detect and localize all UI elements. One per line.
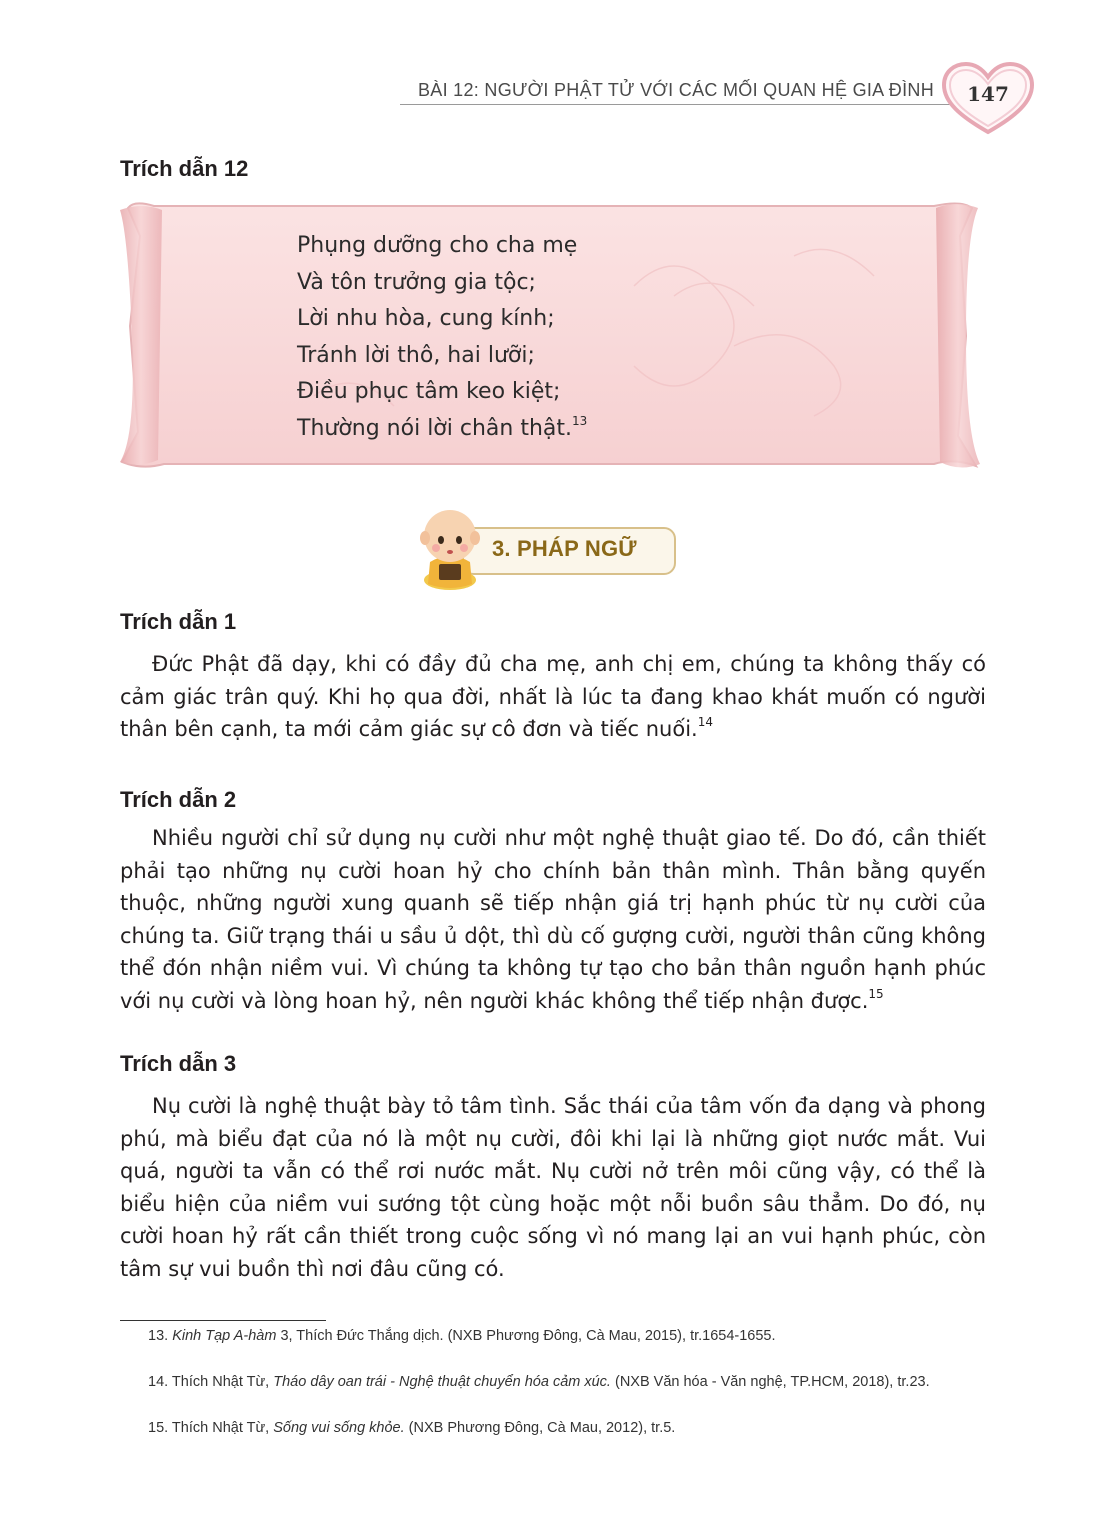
poem-line: Điều phục tâm keo kiệt; xyxy=(297,379,561,404)
footnote-title: Sống vui sống khỏe. xyxy=(273,1420,405,1436)
footnote-rest: 3, Thích Đức Thắng dịch. (NXB Phương Đông, Cà Mau, 2015), tr.1654-1655. xyxy=(276,1328,776,1344)
header-rule xyxy=(400,104,956,105)
quote-text-2 xyxy=(120,822,986,1017)
quote-text-content: Đức Phật đã dạy, khi có đầy đủ cha mẹ, anh chị em, chúng ta không thấy có cảm giác trân quý. Khi họ qua đời, nhất là lúc ta đang khao khát muốn có người thân bên cạnh, ta mới cảm giác sự cô đơn và tiếc nuối. xyxy=(120,652,986,741)
poem-quote-12 xyxy=(297,228,857,447)
quote-heading-2: Trích dẫn 2 xyxy=(120,787,237,812)
footnote-prefix: 14. Thích Nhật Từ, xyxy=(148,1374,274,1390)
footnote-prefix: 13. xyxy=(148,1328,173,1344)
footnote-rule xyxy=(120,1320,326,1321)
poem-line: Và tôn trưởng gia tộc; xyxy=(297,269,536,295)
monk-mascot-icon xyxy=(412,502,488,592)
quote-heading-12: Trích dẫn 12 xyxy=(120,156,249,181)
quote-heading-3: Trích dẫn 3 xyxy=(120,1051,237,1076)
poem-line: Phụng dưỡng cho cha mẹ xyxy=(297,233,578,258)
footnote-13 xyxy=(120,1326,986,1346)
footnote-15 xyxy=(120,1418,986,1438)
page-number: 147 xyxy=(967,82,1009,106)
quote-text-content: Nụ cười là nghệ thuật bày tỏ tâm tình. Sắc thái của tâm vốn đa dạng và phong phú, mà biểu đạt của nó là một nụ cười, đôi khi lại là những giọt nước mắt. Vui quá, người ta vẫn có thể rơi nước mắt. Nụ cười nở trên môi cũng vậy, có thể là biểu hiện của niềm vui sướng tột cùng hoặc một nỗi buồn sâu thẳm. Do đó, nụ cười hoan hỷ rất cần thiết trong cuộc sống vì nó mang lại an vui hạnh phúc, còn tâm sự vui buồn thì nơi đâu cũng có. xyxy=(120,1094,986,1281)
quote-text-3 xyxy=(120,1090,986,1285)
footnote-rest: (NXB Văn hóa - Văn nghệ, TP.HCM, 2018), tr.23. xyxy=(610,1374,930,1390)
quote-heading-1: Trích dẫn 1 xyxy=(120,609,237,634)
footnote-rest: (NXB Phương Đông, Cà Mau, 2012), tr.5. xyxy=(404,1420,676,1436)
poem-line: Lời nhu hòa, cung kính; xyxy=(297,306,555,331)
footnote-prefix: 15. Thích Nhật Từ, xyxy=(148,1420,274,1436)
poem-line-last xyxy=(297,411,857,448)
poem-line-text: Thường nói lời chân thật. xyxy=(297,415,572,441)
footnote-title: Tháo dây oan trái - Nghệ thuật chuyển hóa cảm xúc. xyxy=(273,1374,611,1390)
footnote-14 xyxy=(120,1372,986,1392)
quote-text-content: Nhiều người chỉ sử dụng nụ cười như một nghệ thuật giao tế. Do đó, cần thiết phải tạo những nụ cười hoan hỷ cho chính bản thân mình. Thân bằng quyến thuộc, những người xung quanh sẽ tiếp nhận giá trị hạnh phúc từ nụ cười của chúng ta. Giữ trạng thái u sầu ủ dột, thì dù cố gượng cười, người thân cũng không thể đón nhận niềm vui. Vì chúng ta không tự tạo cho bản thân nguồn hạnh phúc với nụ cười và lòng hoan hỷ, nên người khác không thể tiếp nhận được. xyxy=(120,826,986,1013)
footnote-ref[interactable]: 13 xyxy=(572,413,588,428)
footnote-ref[interactable]: 15 xyxy=(868,986,884,1001)
quote-text-1 xyxy=(120,648,986,746)
section-title: 3. PHÁP NGỮ xyxy=(492,536,637,561)
footnote-ref[interactable]: 14 xyxy=(697,715,714,729)
footnote-title: Kinh Tạp A-hàm xyxy=(172,1328,277,1344)
running-header: BÀI 12: NGƯỜI PHẬT TỬ VỚI CÁC MỐI QUAN HỆ GIA ĐÌNH xyxy=(417,80,934,100)
poem-line: Tránh lời thô, hai lưỡi; xyxy=(297,342,535,368)
